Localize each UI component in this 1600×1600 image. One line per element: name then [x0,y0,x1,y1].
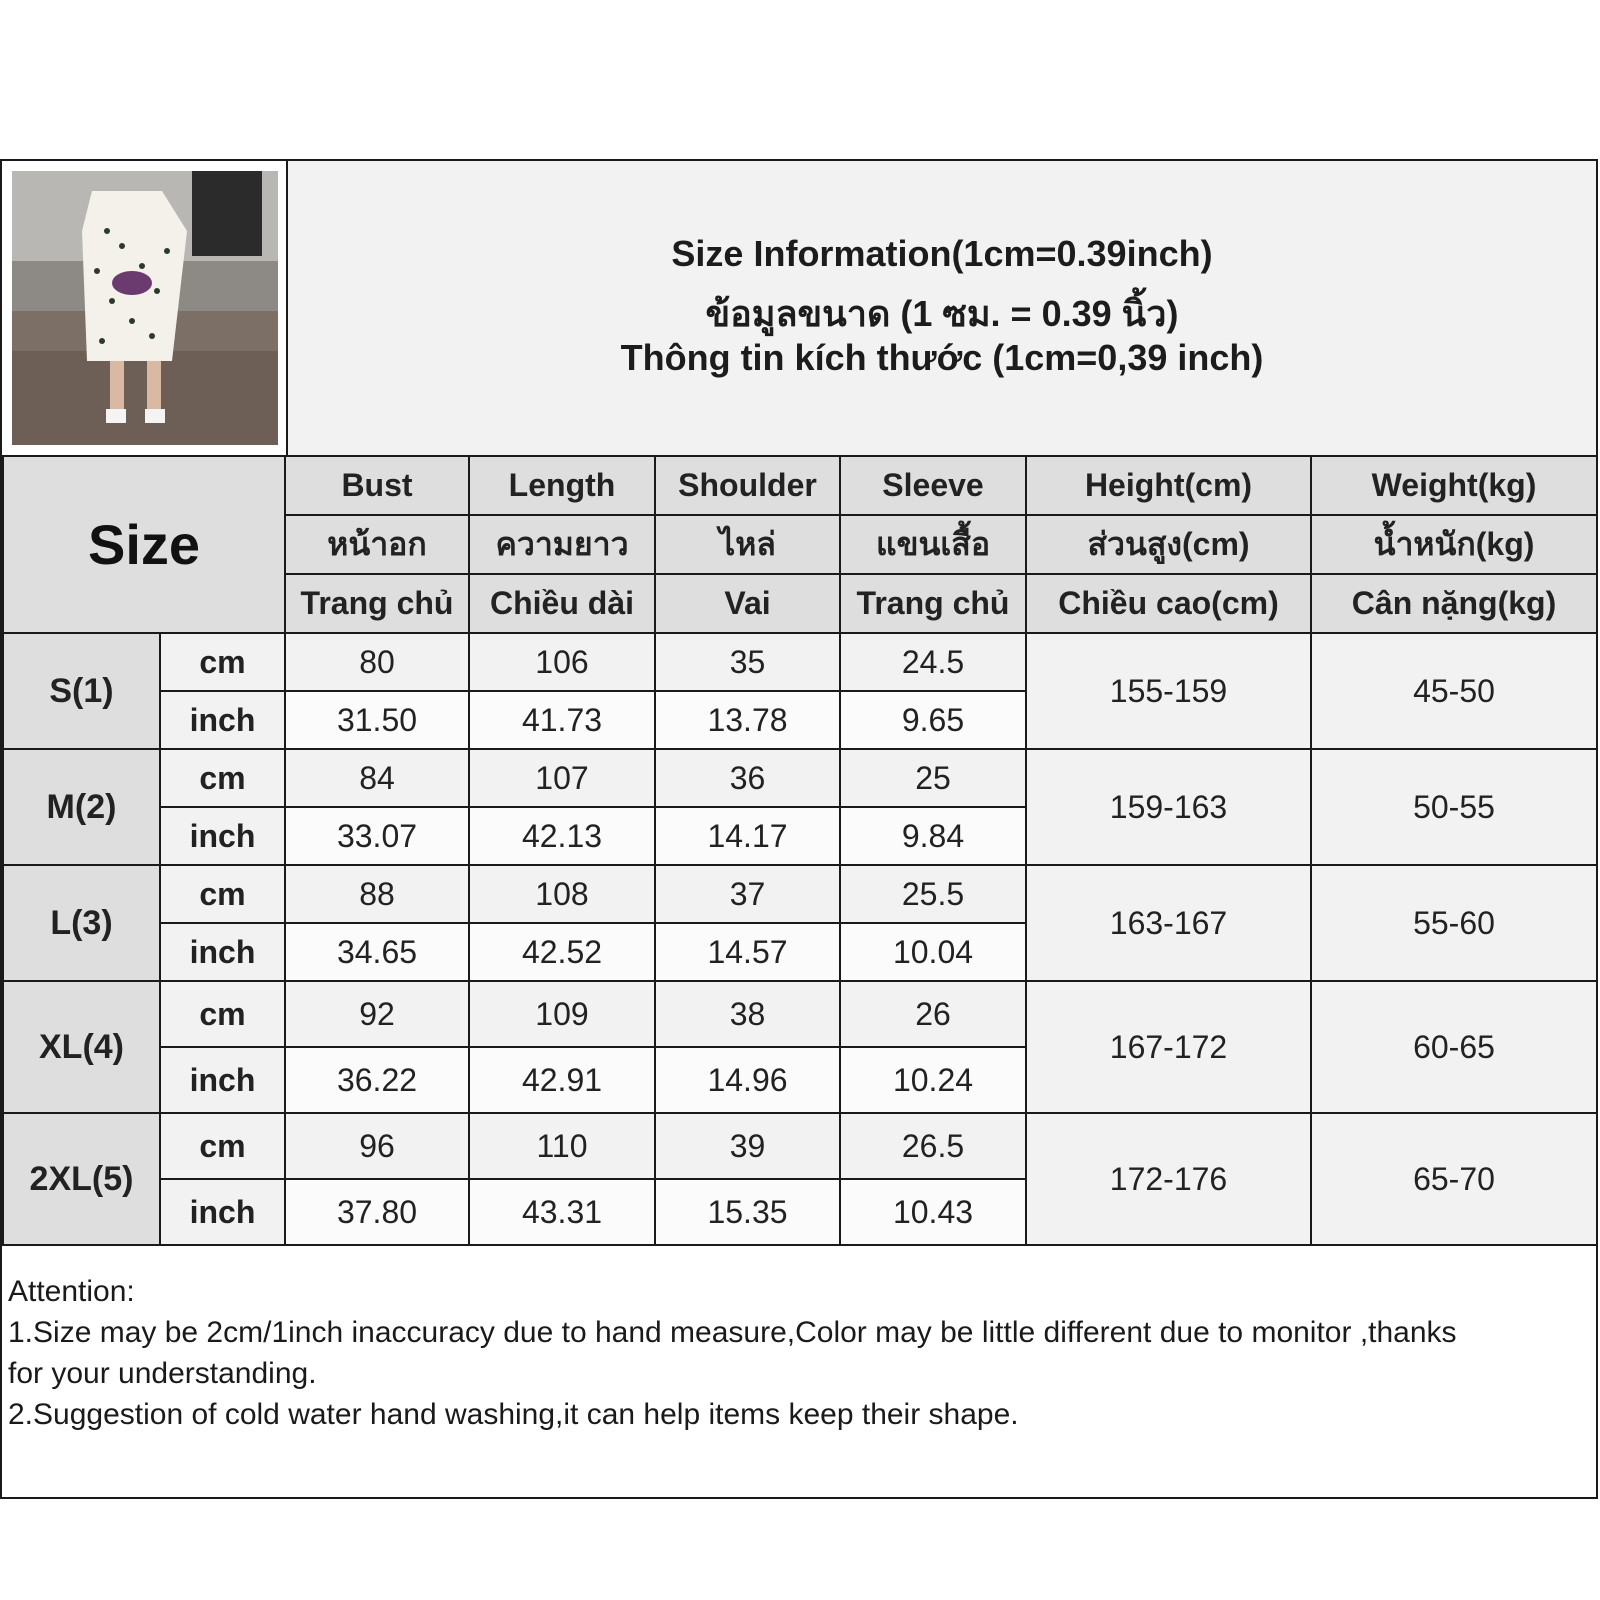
value-cell: 25 [840,749,1026,807]
weight-range: 50-55 [1311,749,1597,865]
table-row [3,981,1597,1047]
title-thai: ข้อมูลขนาด (1 ซม. = 0.39 นิ้ว) [705,293,1179,334]
header [2,161,1596,455]
unit-cm: cm [160,865,285,923]
col-header-en: Length [469,456,655,515]
value-cell: 25.5 [840,865,1026,923]
height-range: 159-163 [1026,749,1311,865]
value-cell: 42.13 [469,807,655,865]
value-cell: 13.78 [655,691,840,749]
title-vietnamese: Thông tin kích thước (1cm=0,39 inch) [620,337,1264,378]
product-photo [12,171,278,445]
table-row [3,749,1597,807]
value-cell: 108 [469,865,655,923]
size-label: M(2) [3,749,160,865]
size-label: L(3) [3,865,160,981]
col-header-vi: Vai [655,574,840,633]
col-header-en: Height(cm) [1026,456,1311,515]
value-cell: 9.84 [840,807,1026,865]
unit-inch: inch [160,923,285,981]
col-header-vi: Trang chủ [285,574,469,633]
col-header-en: Weight(kg) [1311,456,1597,515]
col-header-en: Bust [285,456,469,515]
value-cell: 96 [285,1113,469,1179]
value-cell: 10.04 [840,923,1026,981]
col-header-th: ไหล่ [655,515,840,574]
size-chart-sheet [0,159,1598,1499]
value-cell: 14.96 [655,1047,840,1113]
value-cell: 26.5 [840,1113,1026,1179]
value-cell: 9.65 [840,691,1026,749]
value-cell: 14.57 [655,923,840,981]
height-range: 163-167 [1026,865,1311,981]
value-cell: 36.22 [285,1047,469,1113]
attention-notes [8,1271,1588,1435]
value-cell: 24.5 [840,633,1026,691]
table-row [3,633,1597,691]
value-cell: 39 [655,1113,840,1179]
unit-cm: cm [160,1113,285,1179]
col-header-vi: Trang chủ [840,574,1026,633]
value-cell: 38 [655,981,840,1047]
unit-cm: cm [160,749,285,807]
title-box [286,161,1596,455]
value-cell: 109 [469,981,655,1047]
col-header-en: Sleeve [840,456,1026,515]
value-cell: 107 [469,749,655,807]
value-cell: 26 [840,981,1026,1047]
height-range: 172-176 [1026,1113,1311,1245]
height-range: 155-159 [1026,633,1311,749]
col-header-th: แขนเสื้อ [840,515,1026,574]
col-header-vi: Cân nặng(kg) [1311,574,1597,633]
value-cell: 110 [469,1113,655,1179]
size-label: 2XL(5) [3,1113,160,1245]
unit-inch: inch [160,807,285,865]
weight-range: 45-50 [1311,633,1597,749]
unit-cm: cm [160,633,285,691]
value-cell: 35 [655,633,840,691]
unit-inch: inch [160,1047,285,1113]
value-cell: 80 [285,633,469,691]
size-label: S(1) [3,633,160,749]
value-cell: 42.52 [469,923,655,981]
value-cell: 31.50 [285,691,469,749]
table-row [3,1113,1597,1179]
unit-inch: inch [160,691,285,749]
value-cell: 34.65 [285,923,469,981]
height-range: 167-172 [1026,981,1311,1113]
weight-range: 65-70 [1311,1113,1597,1245]
value-cell: 33.07 [285,807,469,865]
col-header-en: Shoulder [655,456,840,515]
col-header-th: ส่วนสูง(cm) [1026,515,1311,574]
col-header-th: หน้าอก [285,515,469,574]
weight-range: 60-65 [1311,981,1597,1113]
note-2: 2.Suggestion of cold water hand washing,it can help items keep their shape. [8,1398,1019,1431]
dress-photo-icon [12,171,278,445]
value-cell: 41.73 [469,691,655,749]
col-header-vi: Chiều cao(cm) [1026,574,1311,633]
notes-heading: Attention: [8,1275,135,1308]
note-1: 1.Size may be 2cm/1inch inaccuracy due to hand measure,Color may be little different due to monitor ,thanks [8,1316,1457,1349]
value-cell: 43.31 [469,1179,655,1245]
value-cell: 106 [469,633,655,691]
value-cell: 10.43 [840,1179,1026,1245]
note-1-continued: for your understanding. [8,1357,317,1390]
size-label: XL(4) [3,981,160,1113]
value-cell: 37 [655,865,840,923]
value-cell: 88 [285,865,469,923]
title-english: Size Information(1cm=0.39inch) [671,233,1213,274]
value-cell: 84 [285,749,469,807]
col-header-th: น้ำหนัก(kg) [1311,515,1597,574]
table-row [3,865,1597,923]
value-cell: 15.35 [655,1179,840,1245]
value-cell: 92 [285,981,469,1047]
weight-range: 55-60 [1311,865,1597,981]
unit-cm: cm [160,981,285,1047]
unit-inch: inch [160,1179,285,1245]
value-cell: 14.17 [655,807,840,865]
value-cell: 42.91 [469,1047,655,1113]
value-cell: 37.80 [285,1179,469,1245]
col-header-vi: Chiều dài [469,574,655,633]
value-cell: 36 [655,749,840,807]
size-header: Size [3,456,285,633]
value-cell: 10.24 [840,1047,1026,1113]
col-header-th: ความยาว [469,515,655,574]
